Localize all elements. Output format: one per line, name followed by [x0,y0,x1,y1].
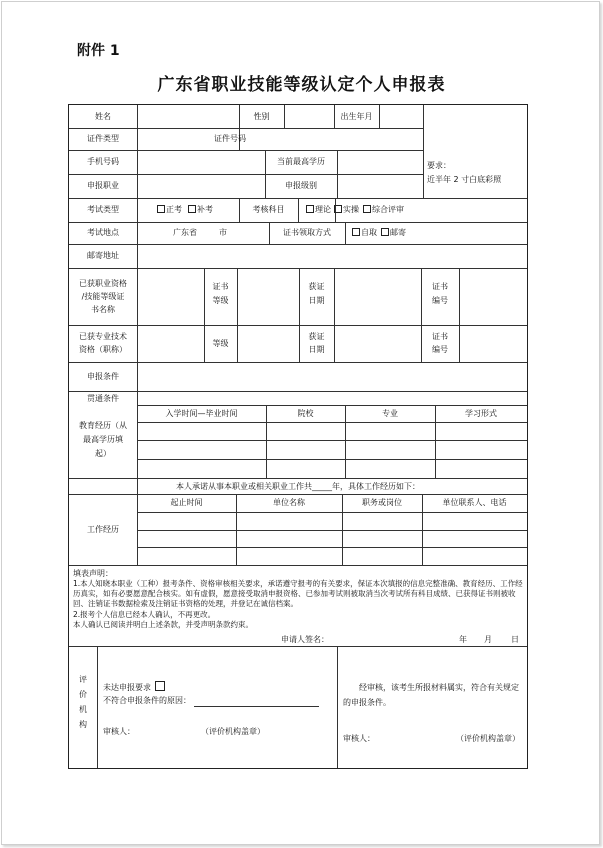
cert-number-label-1: 证书 [432,282,448,291]
education-col-period: 入学时间—毕业时间 [165,409,238,418]
exam-type-label: 考试类型 [87,205,119,214]
work-years-promise: 本人承诺从事本职业或相关职业工作共_____年，具体工作经历如下： [176,482,420,491]
tech-date-label-1: 获证 [308,332,325,341]
option-label: 邮寄 [390,228,406,237]
cert-date-label-1: 获证 [308,282,325,291]
occupation-label: 申报职业 [87,181,119,190]
checkbox[interactable] [155,681,165,691]
education-col-major: 专业 [382,409,398,418]
cert-grade-label-1: 证书 [212,282,229,291]
option-label: 补考 [197,205,213,214]
id-number-label: 证件号码 [214,134,246,143]
subject-label: 考核科目 [252,205,285,214]
reviewer-label: 审核人： [103,727,135,736]
checkbox[interactable] [334,205,342,213]
review-label-char: 机 [79,705,87,714]
work-col-contact: 单位联系人、电话 [442,498,507,507]
qualification-label-1: 已获职业资格 [79,279,127,288]
education-col-mode: 学习形式 [465,409,497,418]
option-label: 理论 [315,205,331,214]
education-history-label-2: 最高学历填 [83,435,123,444]
qualification-label-3: 书名称 [91,305,115,314]
work-col-period: 起止时间 [170,498,203,507]
checkbox[interactable] [381,228,389,236]
approval-statement: 经审核，该考生所报材料属实，符合有关规定的申报条件。 [343,683,519,707]
phone-label: 手机号码 [87,157,119,166]
option-label: 综合评审 [372,205,404,214]
checkbox[interactable] [352,228,360,236]
cert-grade-label-2: 等级 [212,296,229,305]
work-history-label: 工作经历 [87,525,119,534]
application-form [68,104,528,769]
education-col-school: 院校 [297,409,314,418]
work-col-employer: 单位名称 [273,498,305,507]
reason-label: 不符合申报条件的原因： [103,696,191,705]
reviewer-label-2: 审核人： [343,734,375,743]
sign-year-label: 年 [459,635,467,644]
seal-label-2: （评价机构盖章） [456,734,520,743]
review-label-char: 评 [79,675,87,684]
education-label: 当前最高学历 [277,157,325,166]
subject-theory[interactable] [306,205,331,215]
level-label: 申报级别 [285,181,317,190]
id-type-label: 证件类型 [87,134,119,143]
exam-place-label: 考试地点 [87,228,119,237]
education-history-label-3: 起） [95,449,111,458]
exam-type-retake[interactable] [188,205,213,215]
through-conditions-label: 贯通条件 [87,394,119,403]
exam-type-regular[interactable] [157,205,182,215]
tech-title-label-1: 已获专业技术 [79,332,127,341]
birth-label: 出生年月 [340,112,373,121]
tech-title-label-2: 资格（职称） [79,345,127,354]
cert-number-label-2: 编号 [432,296,448,305]
tech-number-label-2: 编号 [432,345,448,354]
cert-mail[interactable] [381,228,406,238]
reason-underline [194,706,319,707]
cert-self-pickup[interactable] [352,228,377,238]
declaration-heading: 填表声明： [73,569,113,578]
review-label-char: 价 [79,690,87,699]
tech-date-label-2: 日期 [308,345,325,354]
qualification-label-2: /技能等级证 [81,292,125,301]
form-title: 广东省职业技能等级认定个人申报表 [157,75,446,95]
apply-conditions-label: 申报条件 [87,372,119,381]
unmet-label: 未达申报要求 [103,683,151,692]
declaration-clause-2: 2.报考个人信息已经本人确认，不再更改。 [73,610,216,619]
mail-address-label: 邮寄地址 [87,251,119,260]
checkbox[interactable] [157,205,165,213]
checkbox[interactable] [188,205,196,213]
seal-label: （评价机构盖章） [201,727,265,736]
gender-label: 性别 [253,112,270,121]
tech-number-label-1: 证书 [432,332,448,341]
subject-practice[interactable] [334,205,359,215]
sign-month-label: 月 [484,635,492,644]
photo-requirement-heading: 要求： [427,161,451,170]
subject-comprehensive[interactable] [363,205,404,215]
province-label: 广东省 [173,228,197,237]
option-label: 自取 [361,228,377,237]
declaration-clause-1: 1.本人知晓本职业（工种）报考条件、资格审核相关要求，承诺遵守报考的有关要求，保证本次填报的信息完整准确、教育经历、工作经历真实，如有必要愿意配合核实。如有虚假，愿意接受取消申报资格、已参加考试则被取消当次考试所有科目成绩、已获得证书则被收回、注销证书数据检索及注销证书资格的处理，并登记在诚信档案。 [73,579,523,608]
declaration-confirm: 本人确认已阅读并明白上述条款，并受声明条款约束。 [73,620,253,629]
work-col-position: 职务或岗位 [362,498,402,507]
option-label: 实操 [343,205,359,214]
option-label: 正考 [166,205,182,214]
checkbox[interactable] [363,205,371,213]
cert-method-label: 证书领取方式 [283,228,331,237]
education-history-label-1: 教育经历（从 [79,421,127,430]
review-label-char: 构 [79,720,87,729]
photo-requirement-text: 近半年 2 寸白底彩照 [427,175,502,184]
name-label: 姓名 [95,112,111,121]
sign-day-label: 日 [511,635,519,644]
unmet-requirement[interactable] [103,681,165,693]
cert-date-label-2: 日期 [308,296,325,305]
tech-grade-label: 等级 [212,339,229,348]
attachment-label: 附件 1 [77,43,120,59]
applicant-signature-label: 申请人签名： [281,635,329,644]
checkbox[interactable] [306,205,314,213]
city-label: 市 [219,228,227,237]
